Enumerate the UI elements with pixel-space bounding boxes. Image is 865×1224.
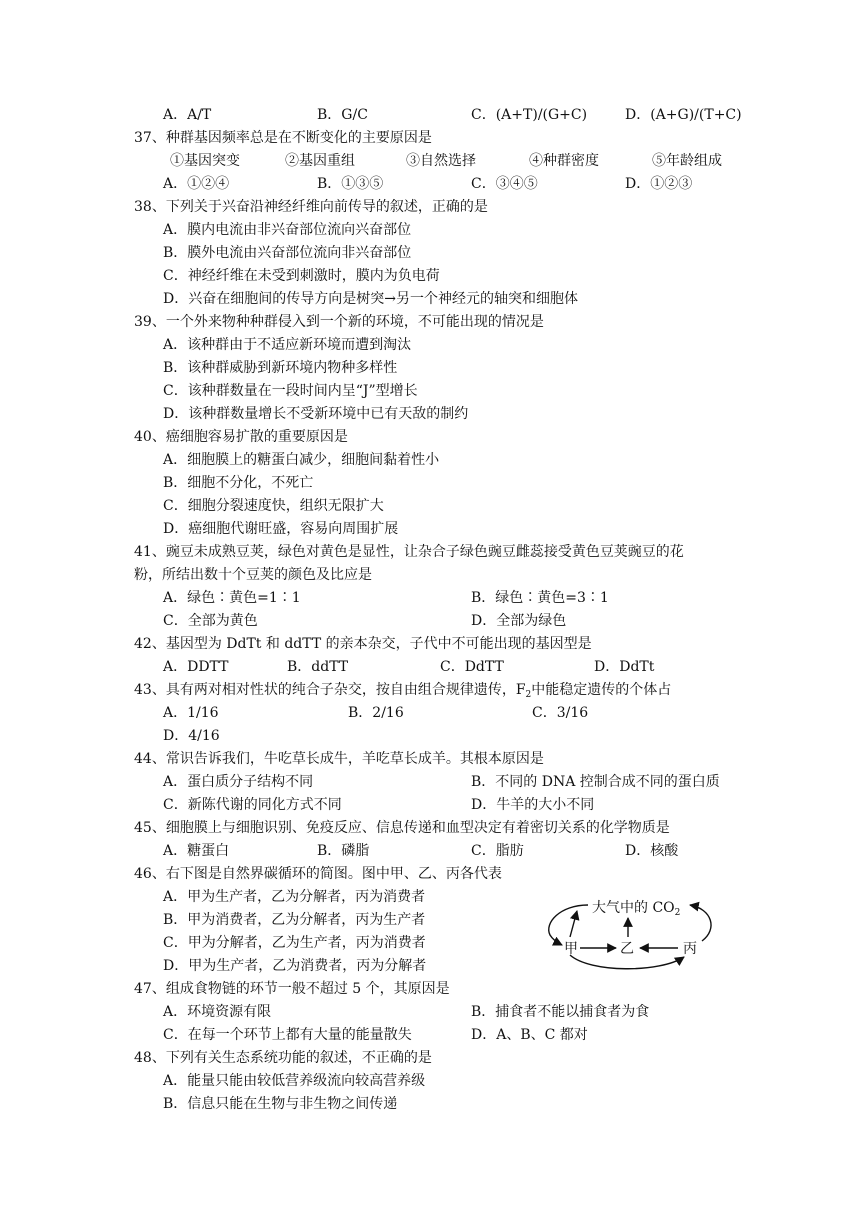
q42-option-a: A．DDTT [163,659,229,675]
q45-stem: 45、细胞膜上与细胞识别、免疫反应、信息传递和血型决定有着密切关系的化学物质是 [134,820,670,836]
q43-stem-subscript: 2 [525,690,532,700]
q37-item-1: ①基因突变 [170,153,240,169]
q46-option-d: D．甲为生产者，乙为消费者，丙为分解者 [163,958,427,974]
q40-option-b: B．细胞不分化，不死亡 [163,475,314,491]
q47-option-b: B．捕食者不能以捕食者为食 [471,1004,650,1020]
q37-option-a: A．①②④ [163,176,230,192]
q45-option-d: D．核酸 [625,843,679,859]
q47-option-c: C．在每一个环节上都有大量的能量散失 [163,1027,412,1043]
q43-stem [134,681,671,704]
q36-option-d: D．(A+G)/(T+C) [625,107,742,123]
q38-option-a: A．膜内电流由非兴奋部位流向兴奋部位 [163,222,412,238]
arrow-bing-to-co2 [690,905,711,941]
q41-option-b: B．绿色∶黄色=3∶1 [471,590,609,606]
q38-option-b: B．膜外电流由兴奋部位流向非兴奋部位 [163,245,412,261]
q46-stem: 46、右下图是自然界碳循环的简图。图中甲、乙、丙各代表 [134,866,502,882]
q39-stem: 39、一个外来物种种群侵入到一个新的环境，不可能出现的情况是 [134,314,544,330]
q47-option-d: D．A、B、C 都对 [471,1027,588,1043]
q36-option-c: C．(A+T)/(G+C) [471,107,588,123]
q37-item-3: ③自然选择 [406,153,476,169]
q44-option-c: C．新陈代谢的同化方式不同 [163,797,342,813]
q36-option-a: A．A/T [163,107,212,123]
q43-option-d: D．4/16 [163,728,220,744]
q44-option-b: B．不同的 DNA 控制合成不同的蛋白质 [471,774,720,790]
q39-option-b: B．该种群威胁到新环境内物种多样性 [163,360,398,376]
q48-stem: 48、下列有关生态系统功能的叙述，不正确的是 [134,1050,432,1066]
q48-option-b: B．信息只能在生物与非生物之间传递 [163,1096,398,1112]
co2-label: 大气中的 $CO_2$ [592,900,681,918]
q40-stem: 40、癌细胞容易扩散的重要原因是 [134,429,348,445]
q37-option-c: C．③④⑤ [471,176,538,192]
arrow-jia-to-bing [570,955,684,969]
q41-option-c: C．全部为黄色 [163,613,258,629]
q37-item-5: ⑤年龄组成 [652,153,722,169]
q43-stem-pre: 43、具有两对相对性状的纯合子杂交，按自由组合规律遗传，F [134,682,526,698]
q41-stem-line2: 粉，所结出数十个豆荚的颜色及比应是 [134,567,372,583]
q41-option-d: D．全部为绿色 [471,613,567,629]
carbon-cycle-diagram [540,893,720,973]
q47-stem: 47、组成食物链的环节一般不超过 5 个，其原因是 [134,981,450,997]
q40-option-d: D．癌细胞代谢旺盛，容易向周围扩展 [163,521,399,537]
q36-option-b: B．G/C [317,107,368,123]
carbon-cycle-svg [540,893,720,973]
q42-option-d: D．DdTt [594,659,655,675]
q43-option-b: B．2/16 [348,705,404,721]
q44-option-d: D．牛羊的大小不同 [471,797,595,813]
q40-option-a: A．细胞膜上的糖蛋白减少，细胞间黏着性小 [163,452,440,468]
q43-option-c: C．3/16 [532,705,589,721]
q47-option-a: A．环境资源有限 [163,1004,272,1020]
q42-option-b: B．ddTT [287,659,349,675]
q39-option-c: C．该种群数量在一段时间内呈“J”型增长 [163,383,418,399]
q41-stem-line1: 41、豌豆未成熟豆荚，绿色对黄色是显性，让杂合子绿色豌豆雌蕊接受黄色豆荚豌豆的花 [134,544,684,560]
q43-option-a: A．1/16 [163,705,219,721]
q45-option-a: A．糖蛋白 [163,843,230,859]
q39-option-a: A．该种群由于不适应新环境而遭到淘汰 [163,337,412,353]
q37-option-b: B．①③⑤ [317,176,384,192]
q44-option-a: A．蛋白质分子结构不同 [163,774,314,790]
q37-item-2: ②基因重组 [285,153,355,169]
q38-option-c: C．神经纤维在未受到刺激时，膜内为负电荷 [163,268,440,284]
q42-stem: 42、基因型为 DdTt 和 ddTT 的亲本杂交，子代中不可能出现的基因型是 [134,636,592,652]
q38-stem: 38、下列关于兴奋沿神经纤维向前传导的叙述，正确的是 [134,199,488,215]
q46-option-a: A．甲为生产者，乙为分解者，丙为消费者 [163,889,426,905]
yi-label: 乙 [620,941,634,957]
q45-option-b: B．磷脂 [317,843,370,859]
q40-option-c: C．细胞分裂速度快，组织无限扩大 [163,498,384,514]
q44-stem: 44、常识告诉我们，牛吃草长成牛，羊吃草长成羊。其根本原因是 [134,751,544,767]
q42-option-c: C．DdTT [440,659,504,675]
q46-option-c: C．甲为分解者，乙为生产者，丙为消费者 [163,935,426,951]
arrow-jia-to-co2 [570,911,577,937]
jia-label: 甲 [564,941,578,957]
bing-label: 丙 [683,941,697,957]
q43-stem-post: 中能稳定遗传的个体占 [531,682,672,698]
q45-option-c: C．脂肪 [471,843,524,859]
q41-option-a: A．绿色∶黄色=1∶1 [163,590,301,606]
q37-stem: 37、种群基因频率总是在不断变化的主要原因是 [134,130,432,146]
q38-option-d: D．兴奋在细胞间的传导方向是树突→另一个神经元的轴突和细胞体 [163,291,578,307]
q39-option-d: D．该种群数量增长不受新环境中已有天敌的制约 [163,406,469,422]
arrow-co2-to-jia [549,905,588,945]
q37-item-4: ④种群密度 [529,153,599,169]
q37-option-d: D．①②③ [625,176,693,192]
q48-option-a: A．能量只能由较低营养级流向较高营养级 [163,1073,426,1089]
q46-option-b: B．甲为消费者，乙为分解者，丙为生产者 [163,912,426,928]
